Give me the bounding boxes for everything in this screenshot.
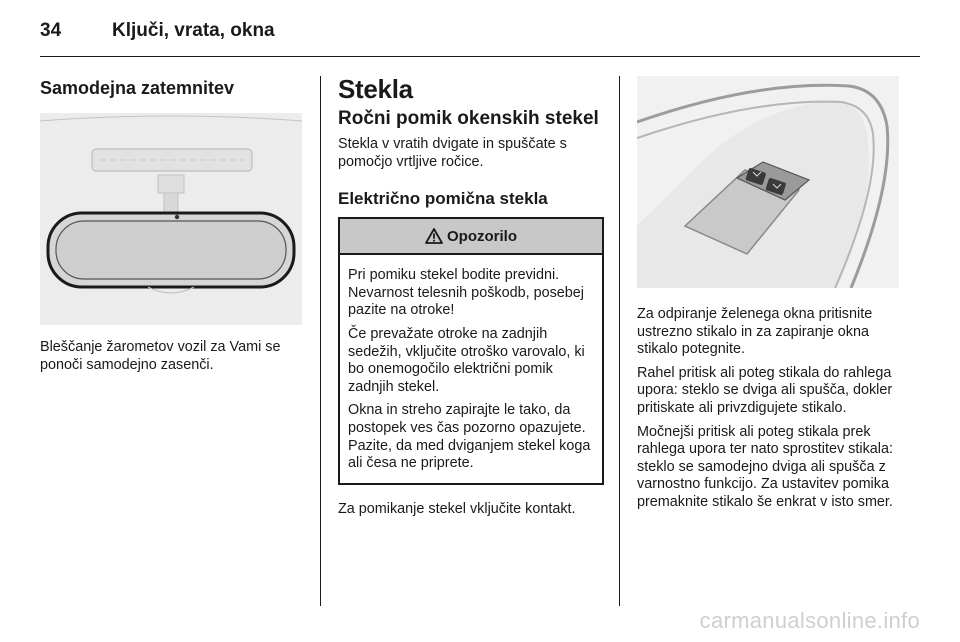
column-divider: [320, 76, 321, 606]
warning-box: [338, 217, 604, 485]
manual-windows-text: Stekla v vratih dvigate in spuščate s pomočjo vrtljive ročice.: [338, 136, 567, 170]
warning-body: [340, 255, 602, 483]
section-title-stekla: Stekla: [338, 74, 413, 104]
watermark: carmanualsonline.info: [699, 608, 920, 633]
mirror-description: Bleščanje žarometov vozil za Vami se ponoči samodejno zasenči.: [40, 339, 281, 373]
switch-text-2: Rahel pritisk ali poteg stikala do rahlega upora: steklo se dviga ali spušča, dokler pritiskate ali privzdigujete stikalo.: [637, 364, 893, 416]
heading-electric-windows: Električno pomična stekla: [338, 189, 548, 209]
warning-header: [340, 219, 602, 255]
column-divider: [619, 76, 620, 606]
warning-triangle-icon: [425, 228, 443, 244]
column-3: [637, 74, 903, 518]
window-switch-icon: [637, 76, 899, 288]
warning-paragraph: Okna in streho zapirajte le tako, da postopek ves čas pozorno opazujete. Pazite, da med dviganjem stekel koga ali česa ne priprete.: [348, 402, 591, 472]
switch-text-3: Močnejši pritisk ali poteg stikala prek rahlega upora ter nato sprostitev stikala: steklo se samodejno dviga ali spušča z varnostno funkcijo. Za ustavitev pomika premaknite stikalo še enkrat v isto smer.: [637, 423, 893, 510]
page-number: 34: [40, 20, 62, 41]
column-2: [338, 74, 604, 524]
rearview-mirror-illustration: [40, 113, 302, 325]
window-switch-illustration: [637, 76, 899, 288]
warning-label: Opozorilo: [447, 227, 517, 245]
warning-paragraph: Če prevažate otroke na zadnjih sedežih, vključite otroško varovalo, ki bo onemogočilo električni pomik zadnjih stekel.: [348, 325, 585, 395]
page-title: Ključi, vrata, okna: [112, 20, 275, 41]
ignition-note: Za pomikanje stekel vključite kontakt.: [338, 500, 576, 517]
header-rule: [40, 56, 920, 57]
rearview-mirror-icon: [40, 113, 302, 325]
section-heading-mirror: Samodejna zatemnitev: [40, 78, 235, 98]
heading-manual-windows: Ročni pomik okenskih stekel: [338, 108, 599, 129]
warning-paragraph: Pri pomiku stekel bodite previdni. Nevarnost telesnih poškodb, posebej pazite na otroke!: [348, 267, 584, 319]
switch-text-1: Za odpiranje želenega okna pritisnite ustrezno stikalo in za zapiranje okna stikalo potegnite.: [637, 306, 873, 358]
column-1: [40, 74, 304, 380]
